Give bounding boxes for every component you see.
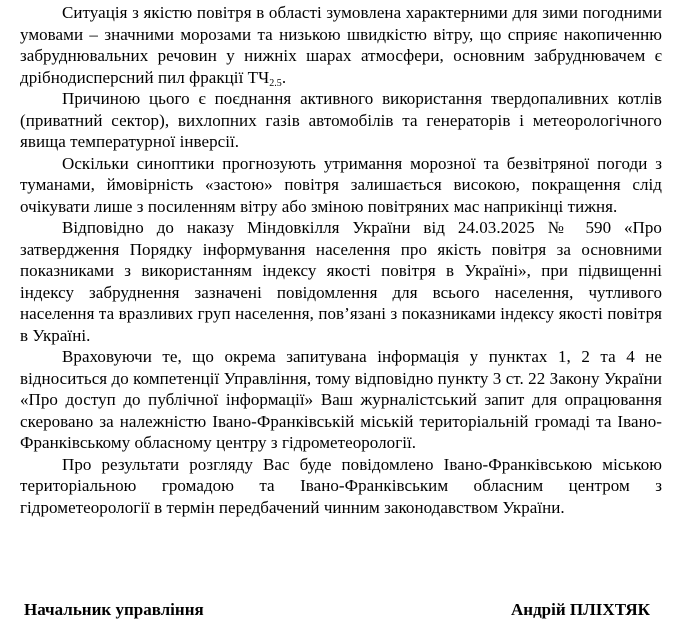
paragraph-pollution-causes: Причиною цього є поєднання активного використання твердопаливних котлів (приватний сектор), вихлопних газів автомобілів та генераторів і метеорологічного явища температурної інверсії.: [20, 89, 662, 151]
paragraph-request-forwarding: Враховуючи те, що окрема запитувана інформація у пунктах 1, 2 та 4 не відноситься до компетенції Управління, тому відповідно пункту 3 ст. 22 Закону України «Про доступ до публічної інформації» Ваш журналістський запит для опрацювання скеровано за належністю Івано-Франківській міській територіальній громаді та Івано-Франківському обласному центру з гідрометеорології.: [20, 347, 662, 452]
paragraph-air-quality-situation: [20, 2, 662, 88]
signature-block: [24, 600, 650, 624]
paragraph-weather-forecast: Оскільки синоптики прогнозують утримання морозної та безвітряної погоди з туманами, ймовірність «застою» повітря залишається високою, покращення слід очікувати лише з посиленням вітру або зміною повітряних мас наприкінці тижня.: [20, 153, 662, 216]
pm-fraction-subscript: 2.5: [269, 77, 282, 89]
signer-name: Андрій ПЛІХТЯК: [511, 600, 650, 619]
paragraph-text: Ситуація з якістю повітря в області зумовлена характерними для зими погодними умовами – значними морозами та низькою швидкістю вітру, що сприяє накопиченню забруднювальних речовин у нижніх шарах атмосфери, основним забруднювачем є дрібнодисперсний пил фракції ТЧ: [20, 3, 662, 87]
paragraph-text-end: .: [281, 67, 287, 87]
paragraph-ministry-order: Відповідно до наказу Міндовкілля України від 24.03.2025 № 590 «Про затвердження Порядку інформування населення про якість повітря за основними показниками з використанням індексу якості повітря в Україні», при підвищенні індексу забруднення зазначені повідомлення для всього населення, чутливого населення та вразливих груп населення, пов’язані з показниками індексу якості повітря в Україні.: [20, 218, 662, 345]
signer-position: Начальник управління: [24, 600, 204, 619]
paragraph-results-notice: Про результати розгляду Вас буде повідомлено Івано-Франківською міською територіальною громадою та Івано-Франківським обласним центром з гідрометеорології в термін передбачений чинним законодавством України.: [20, 454, 662, 517]
